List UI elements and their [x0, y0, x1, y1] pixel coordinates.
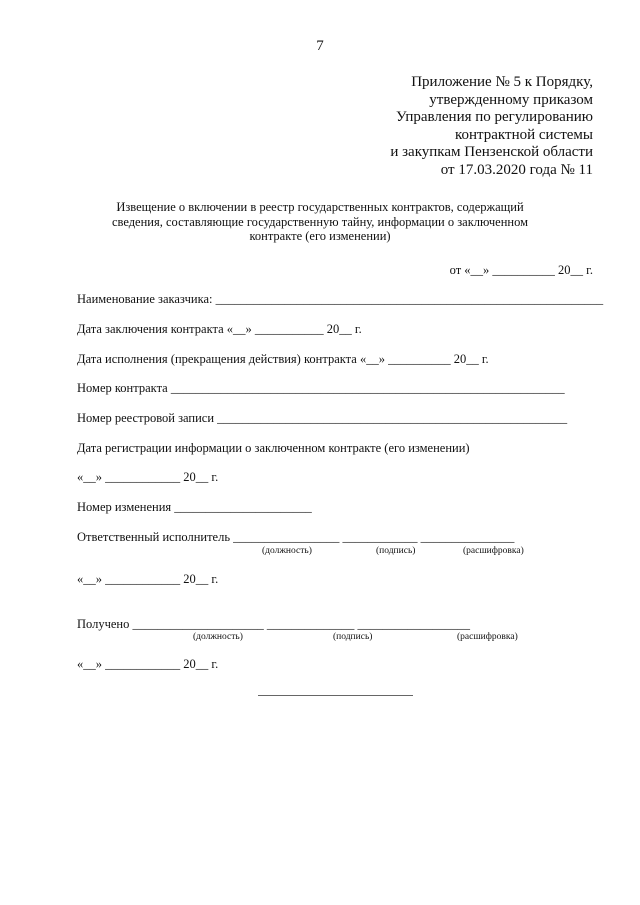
appendix-line: Приложение № 5 к Порядку,: [411, 74, 593, 90]
appendix-line: контрактной системы: [454, 126, 593, 143]
executor-date-field: «__» ____________ 20__ г.: [77, 572, 219, 586]
received-field: Получено _____________________ ______________ __________________: [77, 617, 470, 631]
caption-position: (должность): [193, 632, 243, 642]
appendix-line: Управления по регулированию: [396, 109, 593, 126]
contract-number-field: Номер контракта _______________________________________________________________: [77, 381, 565, 395]
title-line: Извещение о включении в реестр государственных контрактов, содержащий: [116, 200, 524, 214]
caption-decoding: (расшифровка): [463, 546, 524, 556]
caption-signature: (подпись): [376, 546, 416, 556]
title-line: контракте (его изменении): [249, 229, 391, 243]
change-number-field: Номер изменения ______________________: [77, 500, 312, 514]
customer-name-field: Наименование заказчика: ______________________________________________________________: [77, 292, 604, 306]
contract-date-field: Дата заключения контракта «__» ___________ 20__ г.: [77, 322, 362, 336]
closing-divider: [258, 695, 413, 696]
execution-date-field: Дата исполнения (прекращения действия) контракта «__» __________ 20__ г.: [77, 352, 489, 366]
title-line: сведения, составляющие государственную тайну, информации о заключенном: [111, 214, 529, 229]
notice-date: от «__» __________ 20__ г.: [449, 263, 593, 277]
page-number: 7: [316, 38, 324, 54]
registration-date-field: «__» ____________ 20__ г.: [77, 470, 219, 484]
executor-field: Ответственный исполнитель _________________ ____________ _______________: [77, 530, 515, 544]
appendix-line: от 17.03.2020 года № 11: [440, 161, 593, 178]
document-title: [90, 200, 550, 244]
caption-signature: (подпись): [333, 632, 373, 642]
received-date-field: «__» ____________ 20__ г.: [77, 657, 219, 671]
caption-decoding: (расшифровка): [457, 632, 518, 642]
registry-number-field: Номер реестровой записи ________________________________________________________: [77, 411, 568, 425]
registration-label: Дата регистрации информации о заключенном контракте (его изменении): [77, 441, 470, 455]
caption-position: (должность): [262, 546, 312, 556]
appendix-block: [390, 74, 593, 180]
appendix-line: и закупкам Пензенской области: [390, 144, 593, 161]
appendix-line: утвержденному приказом: [429, 91, 593, 108]
